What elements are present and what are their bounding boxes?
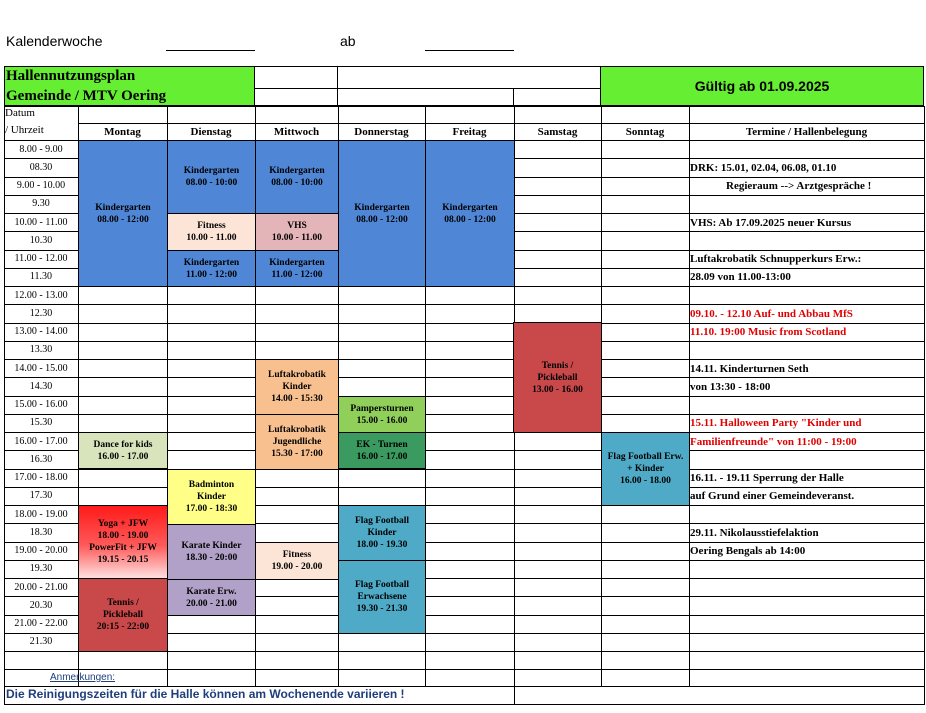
grid-hline xyxy=(4,704,925,705)
event-title: Flag Football Erw. xyxy=(607,452,684,462)
event-time: 16.00 - 17.00 xyxy=(356,451,408,462)
note-luftakrobatik-2: 28.09 von 11.00-13:00 xyxy=(690,271,791,283)
time-label: 08.30 xyxy=(29,162,53,173)
event-title: Fitness xyxy=(197,221,226,231)
event-title: Kindergarten xyxy=(95,202,151,213)
day-header-samstag: Samstag xyxy=(537,126,578,138)
note-drk: DRK: 15.01, 02.04, 06.08, 01.10 xyxy=(690,162,837,174)
event-time: 14.00 - 15:30 xyxy=(271,394,323,404)
event-title: Kindergarten xyxy=(183,257,240,268)
event-time: 18.00 - 19.30 xyxy=(356,540,408,550)
grid-vline xyxy=(338,670,339,686)
time-label: 16.00 - 17.00 xyxy=(14,436,68,447)
note-halloween-1: 15.11. Halloween Party "Kinder und xyxy=(690,417,862,429)
time-label: 21.00 - 22.00 xyxy=(14,618,68,629)
event-time: 13.00 - 16.00 xyxy=(532,384,583,395)
event-title: Kinder xyxy=(282,382,312,392)
anmerkungen-link[interactable]: Anmerkungen: xyxy=(50,672,116,683)
gueltig-block xyxy=(600,66,924,106)
event-dienstag-kindergarten-2[interactable] xyxy=(167,250,256,287)
grid-vline xyxy=(255,670,256,686)
event-time: 15.00 - 16.00 xyxy=(356,415,408,426)
time-label: 10.00 - 11.00 xyxy=(14,217,68,228)
event-title: Kindergarten xyxy=(269,257,325,268)
note-regieraum: Regieraum --> Arztgespräche ! xyxy=(726,180,872,192)
event-title: VHS xyxy=(287,221,307,231)
event-title: Jugendliche xyxy=(272,437,322,447)
time-label: 21.30 xyxy=(29,636,53,647)
event-donnerstag-kindergarten[interactable] xyxy=(338,140,426,287)
event-title: Karate Kinder xyxy=(181,541,242,551)
event-dienstag-karate-erw[interactable] xyxy=(167,579,256,616)
day-header-freitag: Freitag xyxy=(452,126,487,138)
event-title: + Kinder xyxy=(627,464,664,474)
day-header-montag: Montag xyxy=(104,126,141,138)
note-vhs: VHS: Ab 17.09.2025 neuer Kursus xyxy=(690,217,852,229)
ab-label: ab xyxy=(340,33,356,49)
time-label: 17.00 - 18.00 xyxy=(14,472,68,483)
event-title: Yoga + JFW xyxy=(97,519,149,529)
time-label: 16.30 xyxy=(29,454,53,465)
grid-vline xyxy=(601,670,602,686)
event-montag-kindergarten[interactable] xyxy=(78,140,168,287)
event-title: Pickleball xyxy=(102,610,144,620)
note-kinderturnen-1: 14.11. Kinderturnen Seth xyxy=(690,363,809,375)
title-line-2: Gemeinde / MTV Oering xyxy=(6,88,167,104)
event-title: Tennis / xyxy=(541,360,574,371)
event-montag-tennis-pickleball[interactable] xyxy=(78,578,168,652)
event-title: Kinder xyxy=(196,492,227,502)
event-dienstag-kindergarten-1[interactable] xyxy=(167,140,256,214)
time-label: 18.30 xyxy=(29,527,53,538)
time-label: 15.30 xyxy=(29,417,53,428)
header-empty-cell xyxy=(337,88,514,106)
event-time: 11.00 - 12:00 xyxy=(186,269,237,280)
event-time: 16.00 - 18.00 xyxy=(620,476,671,486)
note-mfs: 09.10. - 12.10 Auf- und Abbau MfS xyxy=(690,308,853,320)
event-freitag-kindergarten[interactable] xyxy=(425,140,515,287)
event-donnerstag-flag-football-kinder[interactable] xyxy=(338,505,426,561)
time-label: 17.30 xyxy=(29,490,53,501)
event-title: Fitness xyxy=(282,550,312,560)
event-title: Erwachsene xyxy=(357,592,407,602)
time-label: 9.30 xyxy=(32,198,50,209)
event-time: 19.30 - 21.30 xyxy=(356,604,408,614)
event-time: 18.30 - 20:00 xyxy=(185,553,238,563)
note-sperrung-2: auf Grund einer Gemeindeveranst. xyxy=(690,490,855,502)
time-label: 8.00 - 9.00 xyxy=(19,144,63,155)
event-montag-yoga-powerfit[interactable] xyxy=(78,505,168,579)
event-samstag-tennis-pickleball[interactable] xyxy=(513,322,602,433)
title-line-1: Hallennutzungsplan xyxy=(6,68,136,84)
day-header-donnerstag: Donnerstag xyxy=(354,126,409,138)
uhrzeit-label: / Uhrzeit xyxy=(5,124,44,136)
event-title: Dance for kids xyxy=(93,439,153,450)
event-dienstag-badminton[interactable] xyxy=(167,469,256,525)
event-montag-dance-for-kids[interactable] xyxy=(78,432,168,469)
time-label: 9.00 - 10.00 xyxy=(16,180,66,191)
grid-vline xyxy=(4,670,5,686)
grid-hline xyxy=(4,106,925,107)
event-time: 20.00 - 21.00 xyxy=(186,598,237,609)
time-label: 10.30 xyxy=(29,235,53,246)
time-label: 11.30 xyxy=(29,271,53,282)
event-time: 10.00 - 11.00 xyxy=(271,233,323,243)
kalenderwoche-label: Kalenderwoche xyxy=(6,33,103,49)
event-title: Pickleball xyxy=(537,372,578,383)
day-header-dienstag: Dienstag xyxy=(190,126,232,138)
note-scotland: 11.10. 19:00 Music from Scotland xyxy=(690,326,847,338)
note-kinderturnen-2: von 13:30 - 18:00 xyxy=(690,381,771,393)
event-title: Luftakrobatik xyxy=(268,425,326,435)
event-time: 20:15 - 22:00 xyxy=(96,622,150,632)
note-luftakrobatik-1: Luftakrobatik Schnupperkurs Erw.: xyxy=(690,253,862,265)
event-time: 10.00 - 11.00 xyxy=(186,233,237,243)
time-label: 19.30 xyxy=(29,563,53,574)
event-title: EK - Turnen xyxy=(356,439,408,450)
grid-vline xyxy=(689,670,690,686)
datum-label: Datum xyxy=(5,107,35,119)
event-title: Flag Football xyxy=(354,580,410,590)
event-dienstag-fitness[interactable] xyxy=(167,213,256,251)
event-donnerstag-flag-football-erwachsene[interactable] xyxy=(338,560,426,634)
grid-hline xyxy=(4,396,925,397)
ab-input-line[interactable] xyxy=(425,50,514,51)
grid-hline xyxy=(4,669,925,670)
event-title: Karate Erw. xyxy=(186,586,237,597)
event-time: 08.00 - 10:00 xyxy=(185,178,238,188)
event-donnerstag-ek-turnen[interactable] xyxy=(338,432,426,469)
event-title: Pampersturnen xyxy=(350,403,414,414)
time-label: 12.00 - 13.00 xyxy=(14,290,68,301)
grid-vline xyxy=(425,670,426,686)
time-label: 14.00 - 15.00 xyxy=(14,363,68,374)
time-label: 18.00 - 19.00 xyxy=(14,509,68,520)
time-label: 13.30 xyxy=(29,344,53,355)
event-time: 17.00 - 18:30 xyxy=(185,504,238,514)
event-title: Luftakrobatik xyxy=(268,370,326,380)
event-dienstag-karate-kinder[interactable] xyxy=(167,524,256,580)
event-title: Kinder xyxy=(367,528,397,538)
event-time: 19.00 - 20.00 xyxy=(271,562,323,572)
kalenderwoche-input-line[interactable] xyxy=(166,50,255,51)
event-time: 16.00 - 17.00 xyxy=(97,451,149,462)
termine-header: Termine / Hallenbelegung xyxy=(745,126,868,138)
event-time: 19.15 - 20.15 xyxy=(97,555,149,565)
note-halloween-2: Familienfreunde" von 11:00 - 19:00 xyxy=(690,436,857,448)
reinigung-hinweis: Die Reinigungszeiten für die Halle können am Wochenende variieren ! xyxy=(6,687,405,701)
event-time: 11.00 - 12:00 xyxy=(271,269,323,280)
day-header-sonntag: Sonntag xyxy=(625,126,665,138)
time-label: 20.30 xyxy=(29,600,53,611)
event-time: 18.00 - 19.00 xyxy=(97,531,149,541)
event-title: PowerFit + JFW xyxy=(89,543,157,553)
grid-hline xyxy=(4,341,925,342)
time-label: 11.00 - 12.00 xyxy=(14,253,68,264)
event-mittwoch-fitness[interactable] xyxy=(255,542,339,580)
header-empty-cell xyxy=(513,88,601,106)
time-label: 12.30 xyxy=(29,308,53,319)
event-sonntag-flag-football[interactable] xyxy=(601,432,690,506)
event-donnerstag-pampersturnen[interactable] xyxy=(338,396,426,433)
event-title: Flag Football xyxy=(354,516,410,526)
event-mittwoch-kindergarten-1[interactable] xyxy=(255,140,339,214)
time-label: 15.00 - 16.00 xyxy=(14,399,68,410)
grid-vline xyxy=(924,106,925,705)
time-label: 13.00 - 14.00 xyxy=(14,326,68,337)
event-mittwoch-luftakrobatik-kinder[interactable] xyxy=(255,359,339,415)
event-mittwoch-luftakrobatik-jugendliche[interactable] xyxy=(255,414,339,470)
event-title: Tennis / xyxy=(107,598,139,608)
header-empty-cell xyxy=(254,88,338,106)
note-nikolaus-1: 29.11. Nikolausstiefelaktion xyxy=(690,527,819,539)
event-time: 08.00 - 12:00 xyxy=(356,214,408,225)
event-time: 08.00 - 12:00 xyxy=(444,214,496,225)
event-title: Kindergarten xyxy=(354,202,410,213)
grid-vline xyxy=(514,686,515,704)
day-header-mittwoch: Mittwoch xyxy=(273,126,320,138)
note-sperrung-1: 16.11. - 19.11 Sperrung der Halle xyxy=(690,472,844,484)
time-label: 14.30 xyxy=(29,381,53,392)
event-mittwoch-vhs[interactable] xyxy=(255,213,339,251)
event-time: 15.30 - 17:00 xyxy=(271,449,323,459)
grid-vline xyxy=(167,670,168,686)
event-time: 08.00 - 12:00 xyxy=(97,214,149,225)
event-title: Kindergarten xyxy=(269,166,325,176)
time-label: 19.00 - 20.00 xyxy=(14,545,68,556)
event-title: Kindergarten xyxy=(183,166,240,176)
header-empty-cell xyxy=(254,66,338,89)
event-time: 08.00 - 10:00 xyxy=(271,178,323,188)
note-nikolaus-2: Oering Bengals ab 14:00 xyxy=(690,545,806,557)
event-title: Badminton xyxy=(188,480,235,490)
grid-vline xyxy=(924,670,925,686)
gueltig-text: Gültig ab 01.09.2025 xyxy=(694,78,830,94)
time-label: 20.00 - 21.00 xyxy=(14,582,68,593)
header-empty-cell xyxy=(337,66,601,89)
event-mittwoch-kindergarten-2[interactable] xyxy=(255,250,339,287)
grid-vline xyxy=(514,670,515,686)
event-title: Kindergarten xyxy=(442,202,498,213)
